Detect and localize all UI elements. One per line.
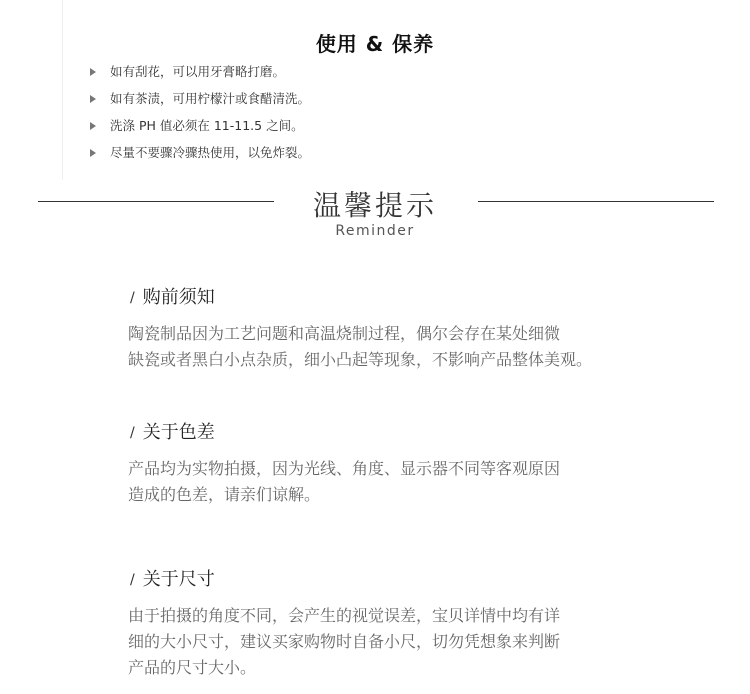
section-body-line: 陶瓷制品因为工艺问题和高温烧制过程，偶尔会存在某处细微 (128, 324, 561, 343)
care-item-text: 如有茶渍，可用柠檬汁或食醋清洗。 (110, 91, 311, 106)
slash-mark: / (130, 290, 135, 306)
triangle-bullet-icon (90, 149, 96, 157)
section-heading (128, 567, 688, 593)
section-purchase-notice (128, 285, 688, 373)
section-body (128, 603, 688, 681)
slash-mark: / (130, 572, 135, 588)
slash-mark: / (130, 425, 135, 441)
section-body-line: 缺瓷或者黑白小点杂质，细小凸起等现象，不影响产品整体美观。 (128, 350, 593, 369)
section-heading-text: 关于色差 (142, 422, 215, 443)
section-body (128, 456, 688, 508)
care-list-item (88, 112, 310, 139)
triangle-bullet-icon (90, 122, 96, 130)
care-list-item (88, 58, 310, 85)
care-title: 使用 & 保养 (315, 32, 435, 56)
care-list (88, 58, 310, 166)
section-heading-text: 购前须知 (142, 287, 215, 308)
section-size (128, 567, 688, 681)
section-body-line: 细的大小尺寸，建议买家购物时自备小尺，切勿凭想象来判断 (128, 632, 561, 651)
reminder-title-cn: 温馨提示 (312, 189, 437, 222)
section-body-line: 产品的尺寸大小。 (128, 658, 257, 677)
triangle-bullet-icon (90, 68, 96, 76)
section-body (128, 321, 688, 373)
reminder-title-en: Reminder (335, 223, 415, 239)
care-item-text: 洗涤 PH 值必须在 11-11.5 之间。 (110, 118, 304, 133)
section-heading (128, 285, 688, 311)
section-color-difference (128, 420, 688, 508)
triangle-bullet-icon (90, 95, 96, 103)
section-body-line: 造成的色差，请亲们谅解。 (128, 485, 321, 504)
care-item-text: 尽量不要骤冷骤热使用，以免炸裂。 (110, 145, 311, 160)
care-item-text: 如有刮花，可以用牙膏略打磨。 (110, 64, 286, 79)
section-body-line: 产品均为实物拍摄，因为光线、角度、显示器不同等客观原因 (128, 459, 561, 478)
section-heading (128, 420, 688, 446)
section-heading-text: 关于尺寸 (142, 569, 215, 590)
care-list-item (88, 85, 310, 112)
section-body-line: 由于拍摄的角度不同，会产生的视觉误差，宝贝详情中均有详 (128, 606, 561, 625)
care-list-item (88, 139, 310, 166)
